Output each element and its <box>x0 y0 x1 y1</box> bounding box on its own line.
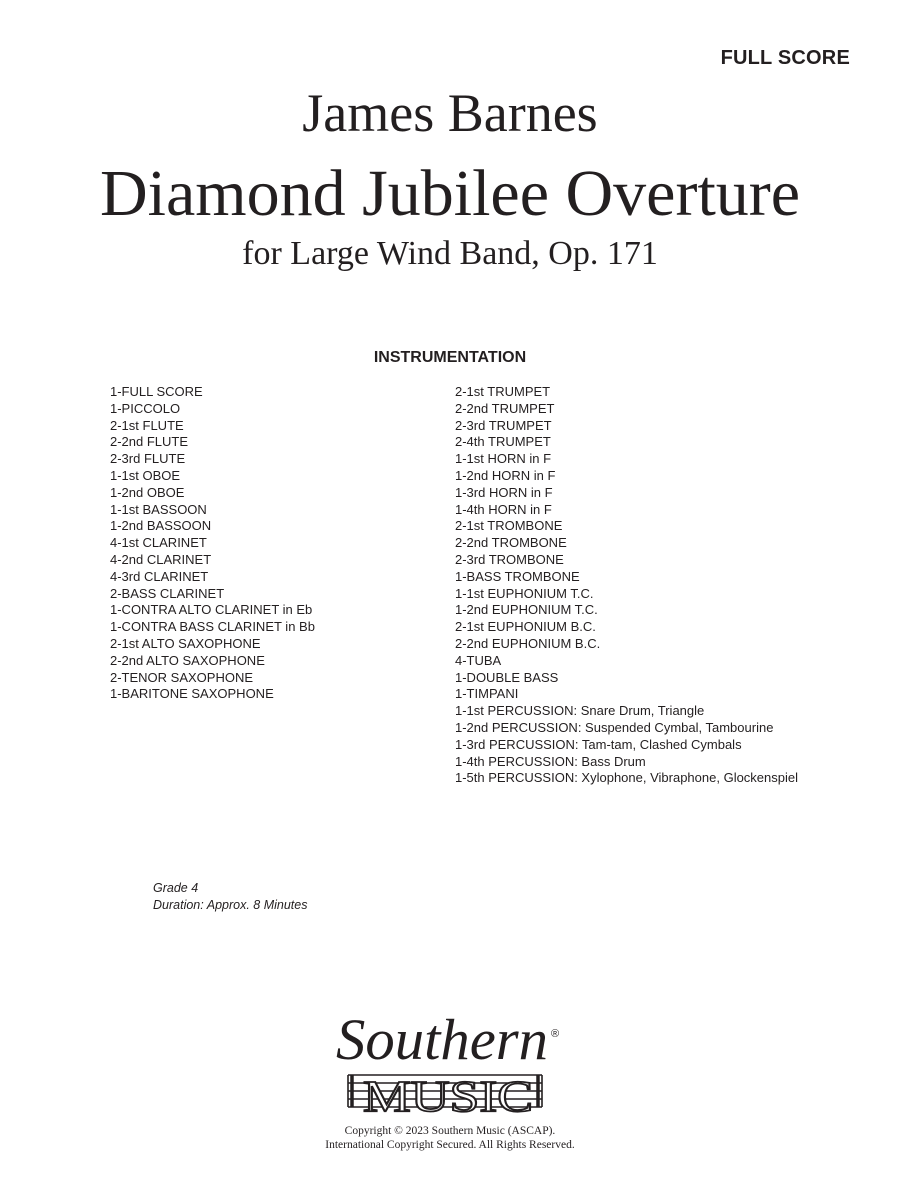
instrument-item: 1-5th PERCUSSION: Xylophone, Vibraphone, Glockenspiel <box>455 770 799 786</box>
instrument-item: 4-TUBA <box>455 652 502 668</box>
instrument-item: 1-DOUBLE BASS <box>455 669 559 685</box>
instrument-item: 1-2nd OBOE <box>110 484 185 500</box>
piece-title: Diamond Jubilee Overture <box>99 157 801 230</box>
instrument-item: 1-FULL SCORE <box>110 384 203 399</box>
instrument-item: 4-2nd CLARINET <box>110 551 212 567</box>
instrument-item: 2-1st FLUTE <box>110 417 184 433</box>
instrument-item: 1-1st BASSOON <box>110 501 207 517</box>
instrument-item: 1-3rd HORN in F <box>455 484 553 500</box>
piece-subtitle: for Large Wind Band, Op. 171 <box>242 235 658 272</box>
grade-text: Grade 4 <box>153 881 199 895</box>
instrument-item: 2-2nd FLUTE <box>110 434 189 450</box>
instrument-item: 1-2nd EUPHONIUM T.C. <box>455 602 598 618</box>
instrument-item: 1-CONTRA BASS CLARINET in Bb <box>110 619 315 635</box>
instrument-item: 1-1st PERCUSSION: Snare Drum, Triangle <box>455 703 705 719</box>
instrument-item: 1-4th HORN in F <box>455 501 552 517</box>
instrument-item: 2-1st TROMBONE <box>455 518 563 534</box>
instrument-item: 1-2nd BASSOON <box>110 518 212 534</box>
instrument-item: 1-PICCOLO <box>110 400 181 416</box>
instrument-item: 2-3rd TRUMPET <box>455 417 552 433</box>
instrumentation-list-left <box>110 384 315 703</box>
copyright-line-2: International Copyright Secured. All Rights Reserved. <box>325 1139 575 1151</box>
instrument-item: 1-1st HORN in F <box>455 451 552 467</box>
instrumentation-heading: INSTRUMENTATION <box>373 349 527 366</box>
instrument-item: 2-2nd TROMBONE <box>455 535 567 551</box>
instrument-item: 4-3rd CLARINET <box>110 568 209 584</box>
composer-name: James Barnes <box>302 83 598 143</box>
copyright-block <box>0 1124 900 1152</box>
instrument-item: 1-1st EUPHONIUM T.C. <box>455 585 594 601</box>
instrument-item: 2-1st EUPHONIUM B.C. <box>455 619 596 635</box>
instrument-item: 1-2nd PERCUSSION: Suspended Cymbal, Tambourine <box>455 719 774 735</box>
instrument-item: 1-3rd PERCUSSION: Tam-tam, Clashed Cymbals <box>455 736 742 752</box>
instrument-item: 2-3rd FLUTE <box>110 451 186 467</box>
registered-mark: ® <box>551 1028 560 1040</box>
instrument-item: 2-1st ALTO SAXOPHONE <box>110 635 261 651</box>
instrument-item: 2-BASS CLARINET <box>110 585 225 601</box>
logo-line1: Southern <box>336 1007 548 1072</box>
southern-music-logo <box>330 1003 570 1121</box>
instrumentation-list-right <box>455 384 798 787</box>
instrument-item: 1-1st OBOE <box>110 467 181 483</box>
copyright-line-1: Copyright © 2023 Southern Music (ASCAP). <box>344 1125 556 1137</box>
instrument-item: 4-1st CLARINET <box>110 535 207 551</box>
instrument-item: 2-2nd EUPHONIUM B.C. <box>455 635 601 651</box>
instrument-item: 2-2nd ALTO SAXOPHONE <box>110 652 265 668</box>
instrument-item: 1-BARITONE SAXOPHONE <box>110 686 274 702</box>
instrument-item: 1-CONTRA ALTO CLARINET in Eb <box>110 602 313 618</box>
logo-line2: MUSIC <box>363 1072 533 1121</box>
duration-text: Duration: Approx. 8 Minutes <box>153 897 308 912</box>
instrument-item: 2-1st TRUMPET <box>455 384 551 399</box>
instrument-item: 2-2nd TRUMPET <box>455 400 555 416</box>
grade-duration-block <box>153 880 307 913</box>
instrument-item: 1-BASS TROMBONE <box>455 568 580 584</box>
instrument-item: 1-2nd HORN in F <box>455 467 556 483</box>
instrument-item: 1-TIMPANI <box>455 686 519 702</box>
instrument-item: 2-TENOR SAXOPHONE <box>110 669 254 685</box>
full-score-label: FULL SCORE <box>720 47 850 69</box>
instrument-item: 1-4th PERCUSSION: Bass Drum <box>455 753 646 769</box>
instrument-item: 2-4th TRUMPET <box>455 434 551 450</box>
instrument-item: 2-3rd TROMBONE <box>455 551 564 567</box>
